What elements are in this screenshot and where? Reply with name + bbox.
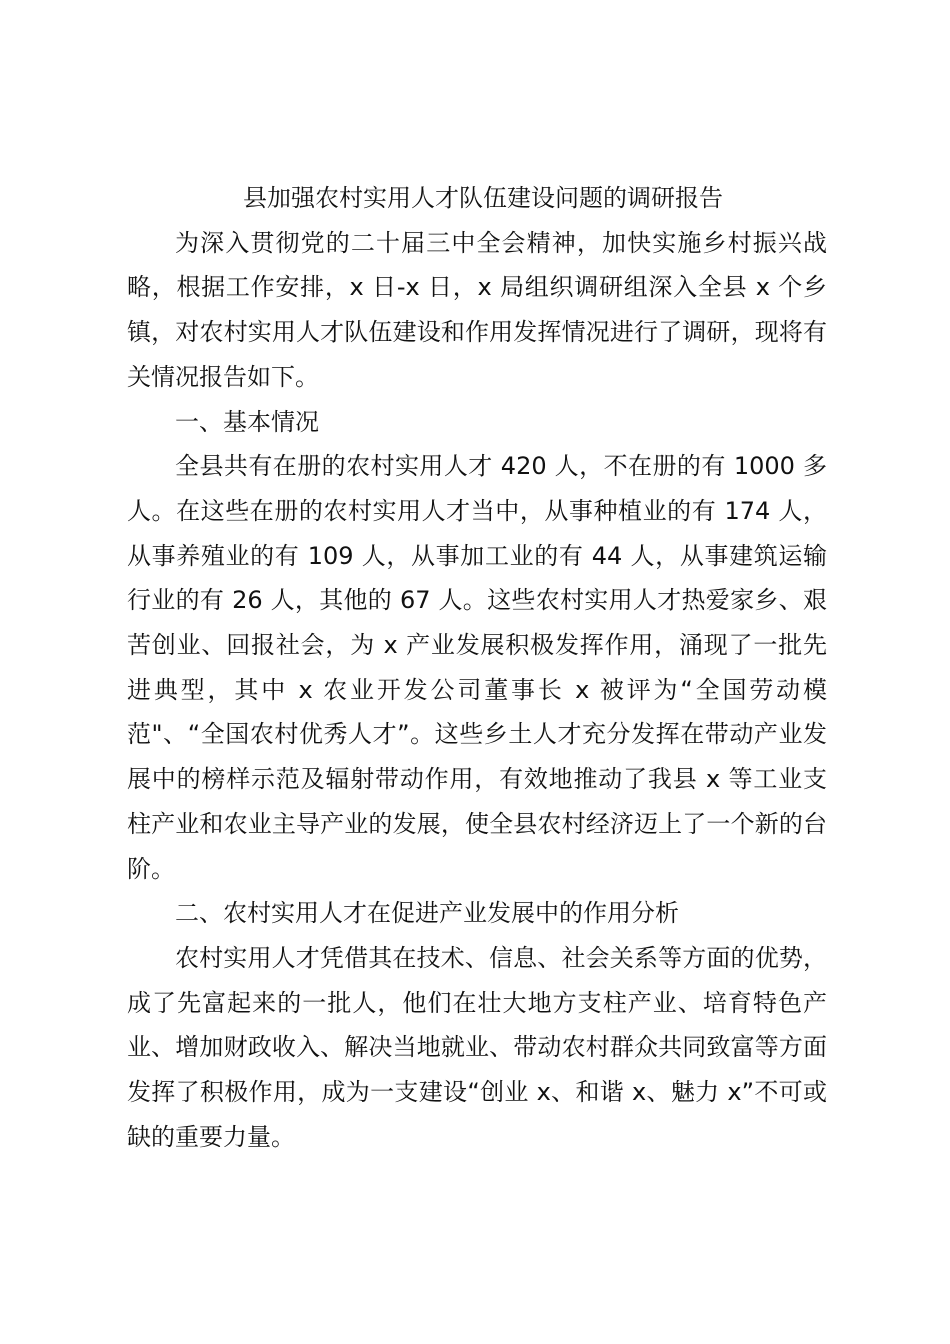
intro-paragraph: 为深入贯彻党的二十届三中全会精神，加快实施乡村振兴战略，根据工作安排，x 日-x 日，x 局组织调研组深入全县 x 个乡镇，对农村实用人才队伍建设和作用发挥情况进行了调研，现将有关情况报告如下。 — [127, 228, 827, 391]
document-body — [127, 176, 827, 1159]
document-title: 县加强农村实用人才队伍建设问题的调研报告 — [243, 184, 723, 212]
section-role-analysis-paragraph: 农村实用人才凭借其在技术、信息、社会关系等方面的优势，成了先富起来的一批人，他们在壮大地方支柱产业、培育特色产业、增加财政收入、解决当地就业、带动农村群众共同致富等方面发挥了积极作用，成为一支建设“创业 x、和谐 x、魅力 x”不可或缺的重要力量。 — [127, 943, 827, 1151]
section-basic-situation-paragraph: 全县共有在册的农村实用人才 420 人，不在册的有 1000 多人。在这些在册的农村实用人才当中，从事种植业的有 174 人，从事养殖业的有 109 人，从事加工业的有 44 人，从事建筑运输行业的有 26 人，其他的 67 人。这些农村实用人才热爱家乡、艰苦创业、回报社会，为 x 产业发展积极发挥作用，涌现了一批先进典型，其中 x 农业开发公司董事长 x 被评为“全国劳动模范"、“全国农村优秀人才”。这些乡土人才充分发挥在带动产业发展中的榜样示范及辐射带动作用，有效地推动了我县 x 等工业支柱产业和农业主导产业的发展，使全县农村经济迈上了一个新的台阶。 — [127, 452, 827, 883]
section-heading-role-analysis: 二、农村实用人才在促进产业发展中的作用分析 — [175, 899, 679, 928]
section-heading-basic-situation: 一、基本情况 — [175, 407, 319, 436]
